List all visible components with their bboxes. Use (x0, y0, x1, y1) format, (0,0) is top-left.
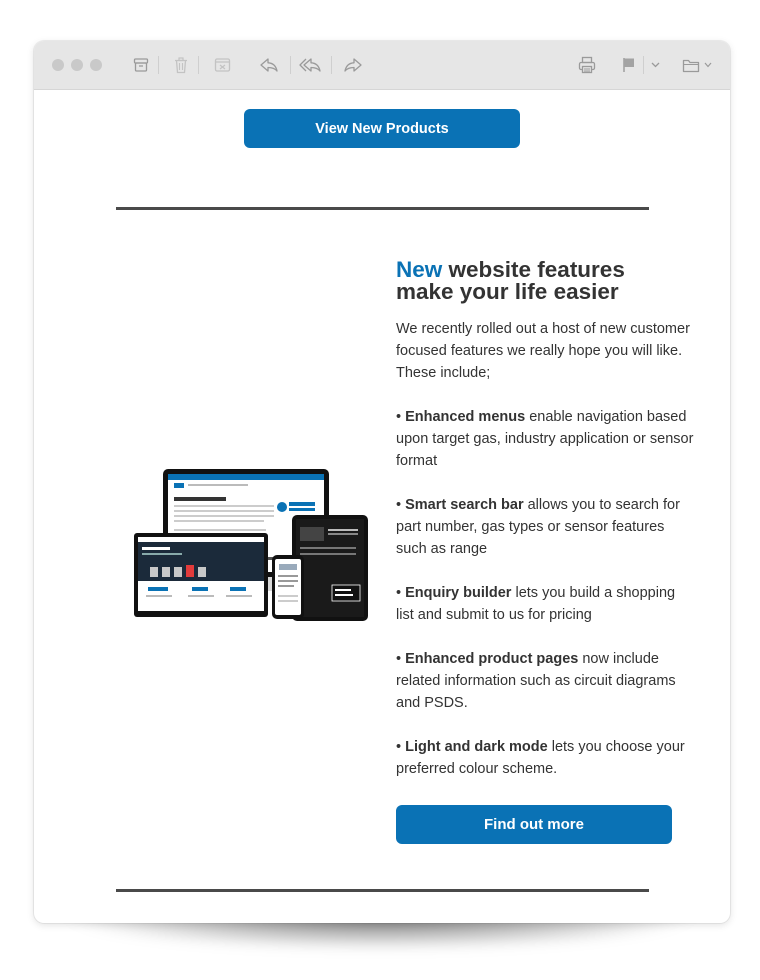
flag-icon[interactable] (620, 54, 638, 76)
feature-item-title: Light and dark mode (405, 739, 548, 755)
feature-headline (396, 259, 686, 303)
website-devices-image (132, 467, 372, 627)
archive-icon[interactable] (131, 54, 151, 76)
reply-icon[interactable] (258, 54, 280, 76)
reply-all-icon[interactable] (297, 54, 323, 76)
divider (116, 889, 649, 892)
feature-item-title: Smart search bar (405, 497, 524, 513)
headline-rest: website features make your life easier (396, 257, 625, 304)
toolbar-separator (331, 56, 332, 74)
feature-item-title: Enhanced menus (405, 409, 526, 425)
feature-item-title: Enhanced product pages (405, 651, 579, 667)
trash-icon[interactable] (171, 54, 191, 76)
feature-item: • Enhanced menus enable navigation based upon target gas, industry application or sensor format (396, 409, 694, 469)
divider (116, 207, 649, 210)
zoom-window-button[interactable] (90, 59, 102, 71)
feature-item-title: Enquiry builder (405, 585, 512, 601)
feature-item-text: lets you build a shopping list and submit to us for pricing (396, 585, 676, 623)
feature-item: • Enhanced product pages now include related information such as circuit diagrams and PSDS. (396, 651, 676, 711)
feature-item: • Smart search bar allows you to search for part number, gas types or sensor features such as range (396, 497, 680, 557)
feature-item: • Enquiry builder lets you build a shopping list and submit to us for pricing (396, 585, 676, 623)
minimize-window-button[interactable] (71, 59, 83, 71)
chevron-down-icon[interactable] (649, 54, 661, 76)
feature-item-text: enable navigation based upon target gas, industry application or sensor format (396, 409, 694, 469)
email-body (34, 89, 730, 923)
close-window-button[interactable] (52, 59, 64, 71)
print-icon[interactable] (576, 54, 598, 76)
feature-item-text: lets you choose your preferred colour scheme. (396, 739, 685, 777)
toolbar-separator (198, 56, 199, 74)
find-out-more-button[interactable]: Find out more (396, 805, 672, 844)
junk-icon[interactable] (212, 54, 232, 76)
feature-item-text: allows you to search for part number, gas types or sensor features such as range (396, 497, 680, 557)
chevron-down-icon[interactable] (703, 54, 713, 76)
toolbar-separator (158, 56, 159, 74)
feature-item: • Light and dark mode lets you choose your preferred colour scheme. (396, 739, 685, 777)
toolbar-separator (290, 56, 291, 74)
view-new-products-button[interactable]: View New Products (244, 109, 520, 148)
feature-item-text: now include related information such as circuit diagrams and PSDS. (396, 651, 676, 711)
forward-icon[interactable] (342, 54, 364, 76)
toolbar-separator (643, 56, 644, 74)
mail-window (34, 41, 730, 923)
feature-intro: We recently rolled out a host of new customer focused features we really hope you will like. These include; (396, 321, 690, 381)
headline-accent: New (396, 257, 443, 282)
toolbar (34, 41, 730, 90)
folder-icon[interactable] (681, 54, 701, 76)
